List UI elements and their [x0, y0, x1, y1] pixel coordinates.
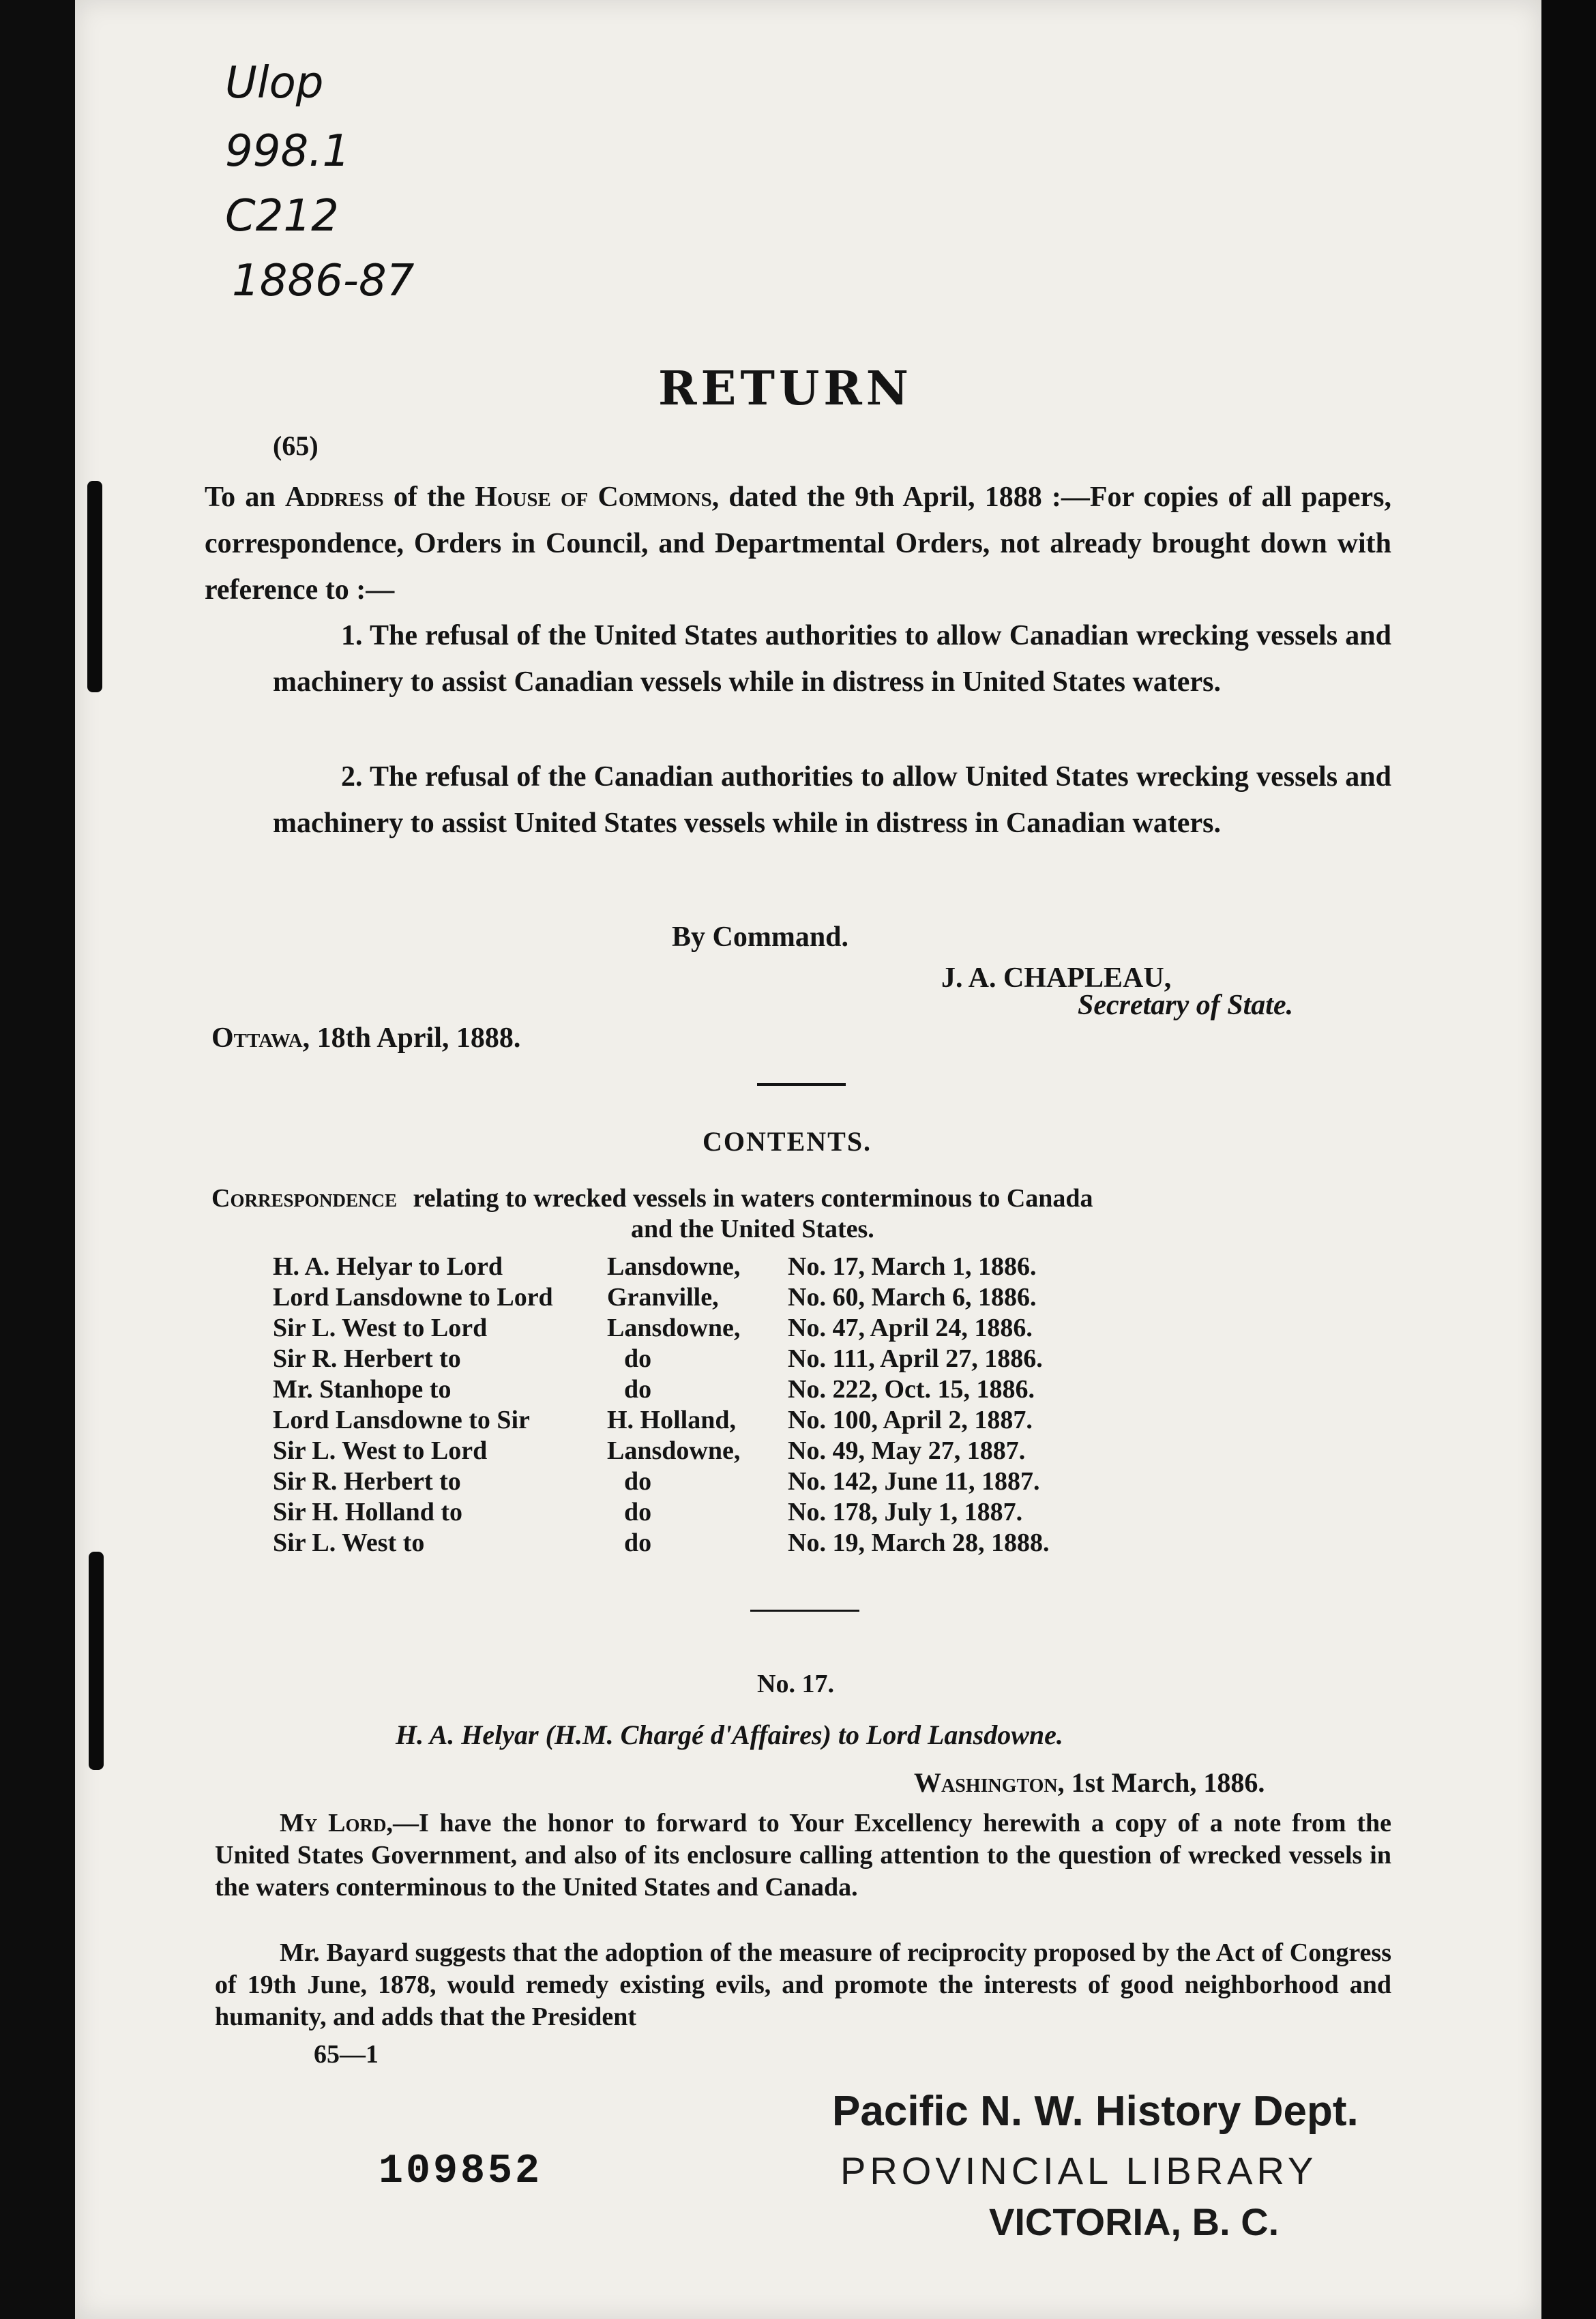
dateline-date: , 18th April, 1888.: [302, 1022, 521, 1054]
letter-salutation: My Lord: [280, 1809, 387, 1837]
toc-ref: No. 47, April 24, 1886.: [788, 1314, 1033, 1342]
toc-ref: No. 100, April 2, 1887.: [788, 1406, 1033, 1434]
call-number-line: C212: [225, 191, 339, 241]
toc-from: Sir L. West to Lord: [273, 1314, 488, 1342]
toc-ref: No. 49, May 27, 1887.: [788, 1436, 1026, 1465]
toc-ref: No. 142, June 11, 1887.: [788, 1467, 1040, 1496]
letter-heading: H. A. Helyar (H.M. Chargé d'Affaires) to Lord Lansdowne.: [396, 1719, 1063, 1750]
toc-ref: No. 19, March 28, 1888.: [788, 1528, 1050, 1557]
document-title: RETURN: [658, 361, 913, 416]
toc-ref: No. 178, July 1, 1887.: [788, 1498, 1023, 1526]
address-item-1: 1. The refusal of the United States authorities to allow Canadian wrecking vessels and machinery to assist Canadian vessels while in distress in United States waters.: [273, 620, 1391, 698]
toc-to: Lansdowne,: [607, 1314, 741, 1342]
contents-line-2: and the United States.: [631, 1215, 874, 1243]
sessional-number: (65): [273, 430, 319, 461]
address-intro-rest: , dated the 9th April, 1888 :—For copies of all papers, correspondence, Orders in Council, and Departmental Orders, not already brought down with reference to :—: [205, 482, 1391, 606]
toc-from: H. A. Helyar to Lord: [273, 1252, 503, 1281]
toc-to: do: [624, 1528, 652, 1557]
letter-dateline: [914, 1760, 1265, 1806]
toc-from: Sir H. Holland to: [273, 1498, 463, 1526]
contents-line-1: relating to wrecked vessels in waters conterminous to Canada: [413, 1184, 1093, 1213]
toc-ref: No. 111, April 27, 1886.: [788, 1344, 1043, 1373]
dateline: [211, 1015, 520, 1061]
signatory-office: Secretary of State.: [1078, 990, 1294, 1021]
address-intro-prefix: To an: [205, 482, 276, 513]
contents-description: [211, 1183, 1093, 1213]
toc-to: do: [624, 1344, 652, 1373]
toc-from: Sir R. Herbert to: [273, 1344, 461, 1373]
toc-from: Mr. Stanhope to: [273, 1375, 452, 1404]
by-command: By Command.: [672, 921, 849, 953]
contents-heading: CONTENTS.: [703, 1126, 872, 1157]
toc-to: do: [624, 1498, 652, 1526]
correspondence-label: Correspondence: [211, 1184, 397, 1213]
address-intro: [205, 474, 1391, 613]
toc-to: do: [624, 1375, 652, 1404]
library-stamp-line-2: PROVINCIAL LIBRARY: [840, 2149, 1318, 2192]
house-of-commons: House of Commons: [475, 482, 712, 513]
letter-paragraph-2: Mr. Bayard suggests that the adoption of the measure of reciprocity proposed by the Act of Congress of 19th June, 1878, would remedy existing evils, and promote the interests of good neighborhood and humanity, and adds that the President: [215, 1938, 1391, 2031]
call-number-line: Ulop: [225, 58, 324, 108]
toc-from: Sir L. West to Lord: [273, 1436, 488, 1465]
toc-from: Sir L. West to: [273, 1528, 425, 1557]
signatory-name: J. A. CHAPLEAU,: [941, 962, 1172, 994]
toc-to: Lansdowne,: [607, 1252, 741, 1281]
call-number-line: 1886-87: [232, 256, 415, 306]
letter-place: Washington: [914, 1767, 1058, 1798]
toc-ref: No. 17, March 1, 1886.: [788, 1252, 1037, 1281]
letter-date: , 1st March, 1886.: [1057, 1767, 1265, 1798]
scan-edge: [1541, 0, 1596, 2319]
toc-to: do: [624, 1467, 652, 1496]
dateline-place: Ottawa: [211, 1022, 303, 1054]
toc-to: Lansdowne,: [607, 1436, 741, 1465]
call-number-line: 998.1: [225, 126, 351, 177]
toc-from: Sir R. Herbert to: [273, 1467, 461, 1496]
section-divider: [750, 1610, 859, 1612]
address-item-2: 2. The refusal of the Canadian authorities to allow United States wrecking vessels and machinery to assist United States vessels while in distress in Canadian waters.: [273, 761, 1391, 839]
library-stamp-line-1: Pacific N. W. History Dept.: [832, 2088, 1359, 2135]
toc-to: H. Holland,: [607, 1406, 736, 1434]
toc-from: Lord Lansdowne to Sir: [273, 1406, 530, 1434]
toc-ref: No. 222, Oct. 15, 1886.: [788, 1375, 1035, 1404]
address-term: Address: [284, 482, 384, 513]
binding-mark: [89, 1552, 104, 1770]
letter-number: No. 17.: [757, 1670, 834, 1698]
library-stamp-line-3: VICTORIA, B. C.: [989, 2200, 1280, 2243]
letter-paragraph-1-text: ,—I have the honor to forward to Your Excellency herewith a copy of a note from the United States Government, and also of its enclosure calling attention to the question of wrecked vessels in the waters conterminous to the United States and Canada.: [215, 1809, 1391, 1902]
letter-paragraph-1: [215, 1807, 1391, 1904]
accession-number: 109852: [379, 2148, 543, 2195]
toc-ref: No. 60, March 6, 1886.: [788, 1283, 1037, 1312]
binding-mark: [87, 481, 102, 692]
section-divider: [757, 1083, 846, 1086]
signature-mark: 65—1: [314, 2040, 379, 2069]
address-of-the: of the: [393, 482, 466, 513]
toc-to: Granville,: [607, 1283, 719, 1312]
toc-from: Lord Lansdowne to Lord: [273, 1283, 553, 1312]
